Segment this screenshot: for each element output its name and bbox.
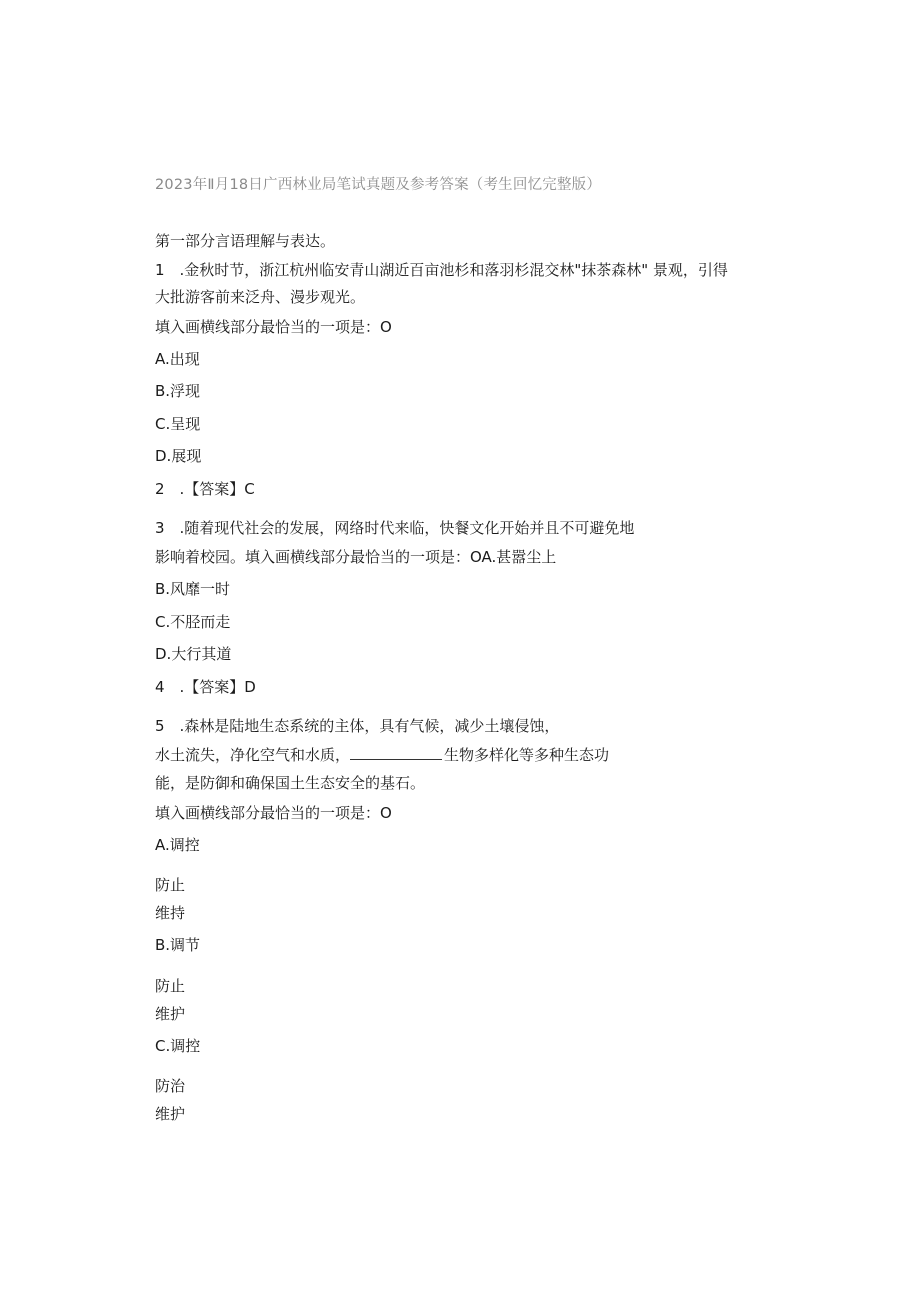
fill-in-blank-line xyxy=(350,746,442,760)
document-title: 2023年Ⅱ月18日广西林业局笔试真题及参考答案（考生回忆完整版） xyxy=(155,177,602,193)
question-5-option-c: C.调控 xyxy=(155,1037,201,1055)
question-5-option-a: A.调控 xyxy=(155,836,200,854)
question-5-option-b: B.调节 xyxy=(155,936,201,954)
question-5-prompt: 填入画横线部分最恰当的一项是：O xyxy=(155,804,392,822)
question-5-text-line-2-before-blank: 水土流失，净化空气和水质， xyxy=(155,746,351,764)
question-1-option-d: D.展现 xyxy=(155,447,202,465)
question-3-option-b: B.风靡一时 xyxy=(155,580,231,598)
section-heading: 第一部分言语理解与表达。 xyxy=(155,232,336,250)
question-5-option-a-word-1: 防止 xyxy=(155,876,186,894)
question-5-option-a-word-2: 维持 xyxy=(155,904,186,922)
question-3-option-c: C.不胫而走 xyxy=(155,613,231,631)
question-3-text-line-1: 3 .随着现代社会的发展，网络时代来临，快餐文化开始并且不可避免地 xyxy=(155,519,635,537)
answer-1: 2 .【答案】C xyxy=(155,480,255,498)
question-5-text-line-3: 能，是防御和确保国土生态安全的基石。 xyxy=(155,774,426,792)
question-1-prompt: 填入画横线部分最恰当的一项是：O xyxy=(155,318,392,336)
question-1-text-line-1: 1 .金秋时节，浙江杭州临安青山湖近百亩池杉和落羽杉混交林"抹茶森林" 景观，引得 xyxy=(155,261,728,279)
answer-2: 4 .【答案】D xyxy=(155,678,256,696)
question-1-option-b: B.浮现 xyxy=(155,382,201,400)
question-1-text-line-2: 大批游客前来泛舟、漫步观光。 xyxy=(155,288,366,306)
question-5-option-c-word-2: 维护 xyxy=(155,1105,186,1123)
question-5-option-b-word-1: 防止 xyxy=(155,977,186,995)
question-5-text-line-1: 5 .森林是陆地生态系统的主体，具有气候，减少土壤侵蚀， xyxy=(155,717,560,735)
question-1-option-a: A.出现 xyxy=(155,350,200,368)
question-3-option-d: D.大行其道 xyxy=(155,645,232,663)
question-5-text-line-2 xyxy=(155,745,609,765)
question-1-option-c: C.呈现 xyxy=(155,415,201,433)
question-5-text-line-2-after-blank: 生物多样化等多种生态功 xyxy=(444,746,610,764)
question-5-option-c-word-1: 防治 xyxy=(155,1077,186,1095)
question-3-text-line-2: 影响着校园。填入画横线部分最恰当的一项是：OA.甚嚣尘上 xyxy=(155,548,557,566)
question-5-option-b-word-2: 维护 xyxy=(155,1005,186,1023)
